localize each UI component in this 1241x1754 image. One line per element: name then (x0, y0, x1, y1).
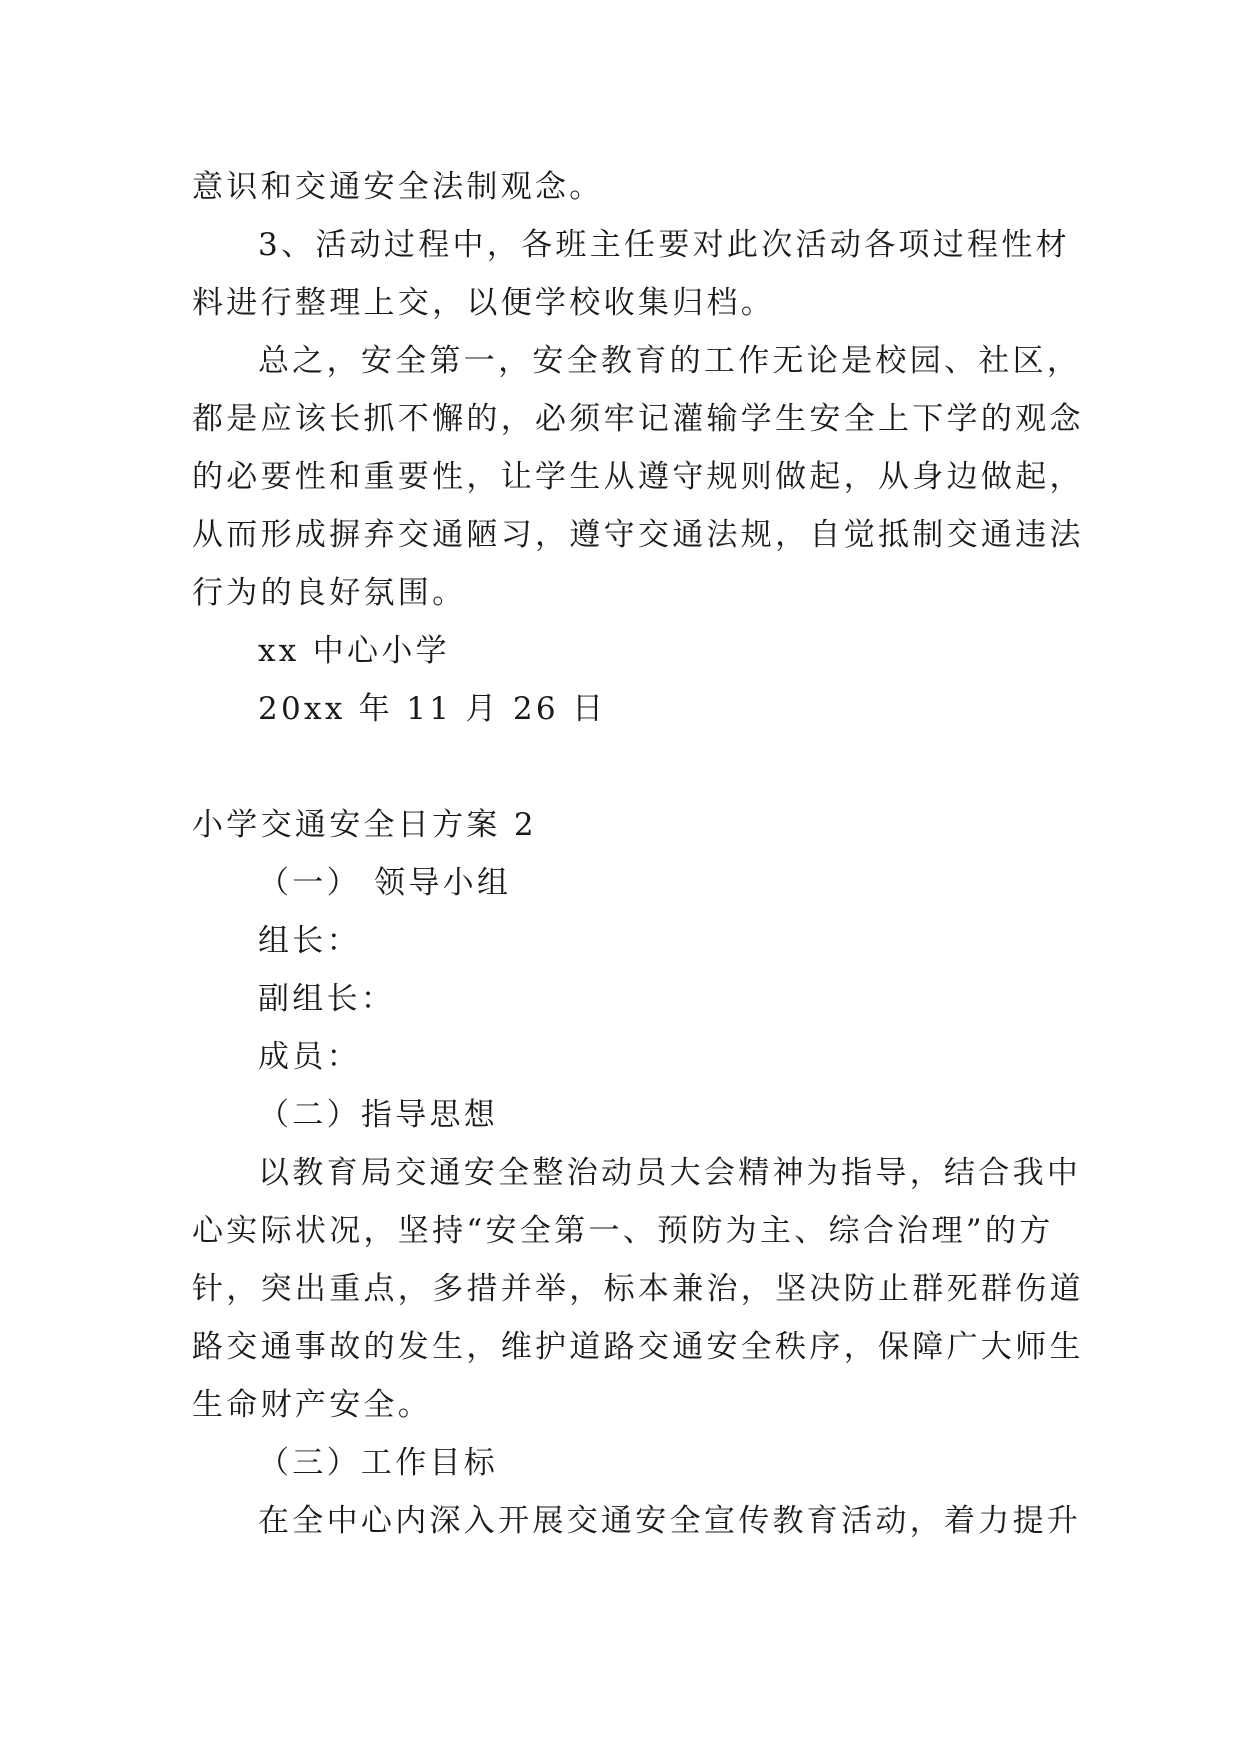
paragraph-line: 意识和交通安全法制观念。 (192, 169, 604, 205)
paragraph-line: 的必要性和重要性，让学生从遵守规则做起，从身边做起， (192, 459, 1084, 495)
leader-field: 组长： (258, 923, 361, 959)
paragraph-line: 在全中心内深入开展交通安全宣传教育活动，着力提升 (258, 1503, 1082, 1539)
heading-work-goals: （三）工作目标 (258, 1445, 499, 1481)
blank-line (192, 738, 1058, 796)
paragraph-line: 行为的良好氛围。 (192, 575, 467, 611)
paragraph-line: 总之，安全第一，安全教育的工作无论是校园、社区， (258, 343, 1082, 379)
document-body (192, 158, 1084, 1550)
section-title: 小学交通安全日方案 2 (192, 807, 537, 843)
paragraph-line: 以教育局交通安全整治动员大会精神为指导，结合我中 (258, 1155, 1082, 1191)
heading-guiding-ideology: （二）指导思想 (258, 1097, 499, 1133)
paragraph-line: 针，突出重点，多措并举，标本兼治，坚决防止群死群伤道 (192, 1271, 1084, 1307)
signature-school: xx 中心小学 (258, 633, 450, 669)
paragraph-line: 心实际状况，坚持“安全第一、预防为主、综合治理”的方 (192, 1213, 1054, 1249)
heading-leadership-group: （一） 领导小组 (258, 865, 512, 901)
paragraph-line: 都是应该长抓不懈的，必须牢记灌输学生安全上下学的观念 (192, 401, 1084, 437)
members-field: 成员： (258, 1039, 361, 1075)
paragraph-line: 生命财产安全。 (192, 1387, 433, 1423)
paragraph-line: 料进行整理上交，以便学校收集归档。 (192, 285, 776, 321)
paragraph-line: 3、活动过程中，各班主任要对此次活动各项过程性材 (258, 227, 1070, 263)
deputy-leader-field: 副组长： (258, 981, 396, 1017)
paragraph-line: 从而形成摒弃交通陋习，遵守交通法规，自觉抵制交通违法 (192, 517, 1084, 553)
signature-date: 20xx 年 11 月 26 日 (258, 691, 607, 727)
paragraph-line: 路交通事故的发生，维护道路交通安全秩序，保障广大师生 (192, 1329, 1084, 1365)
